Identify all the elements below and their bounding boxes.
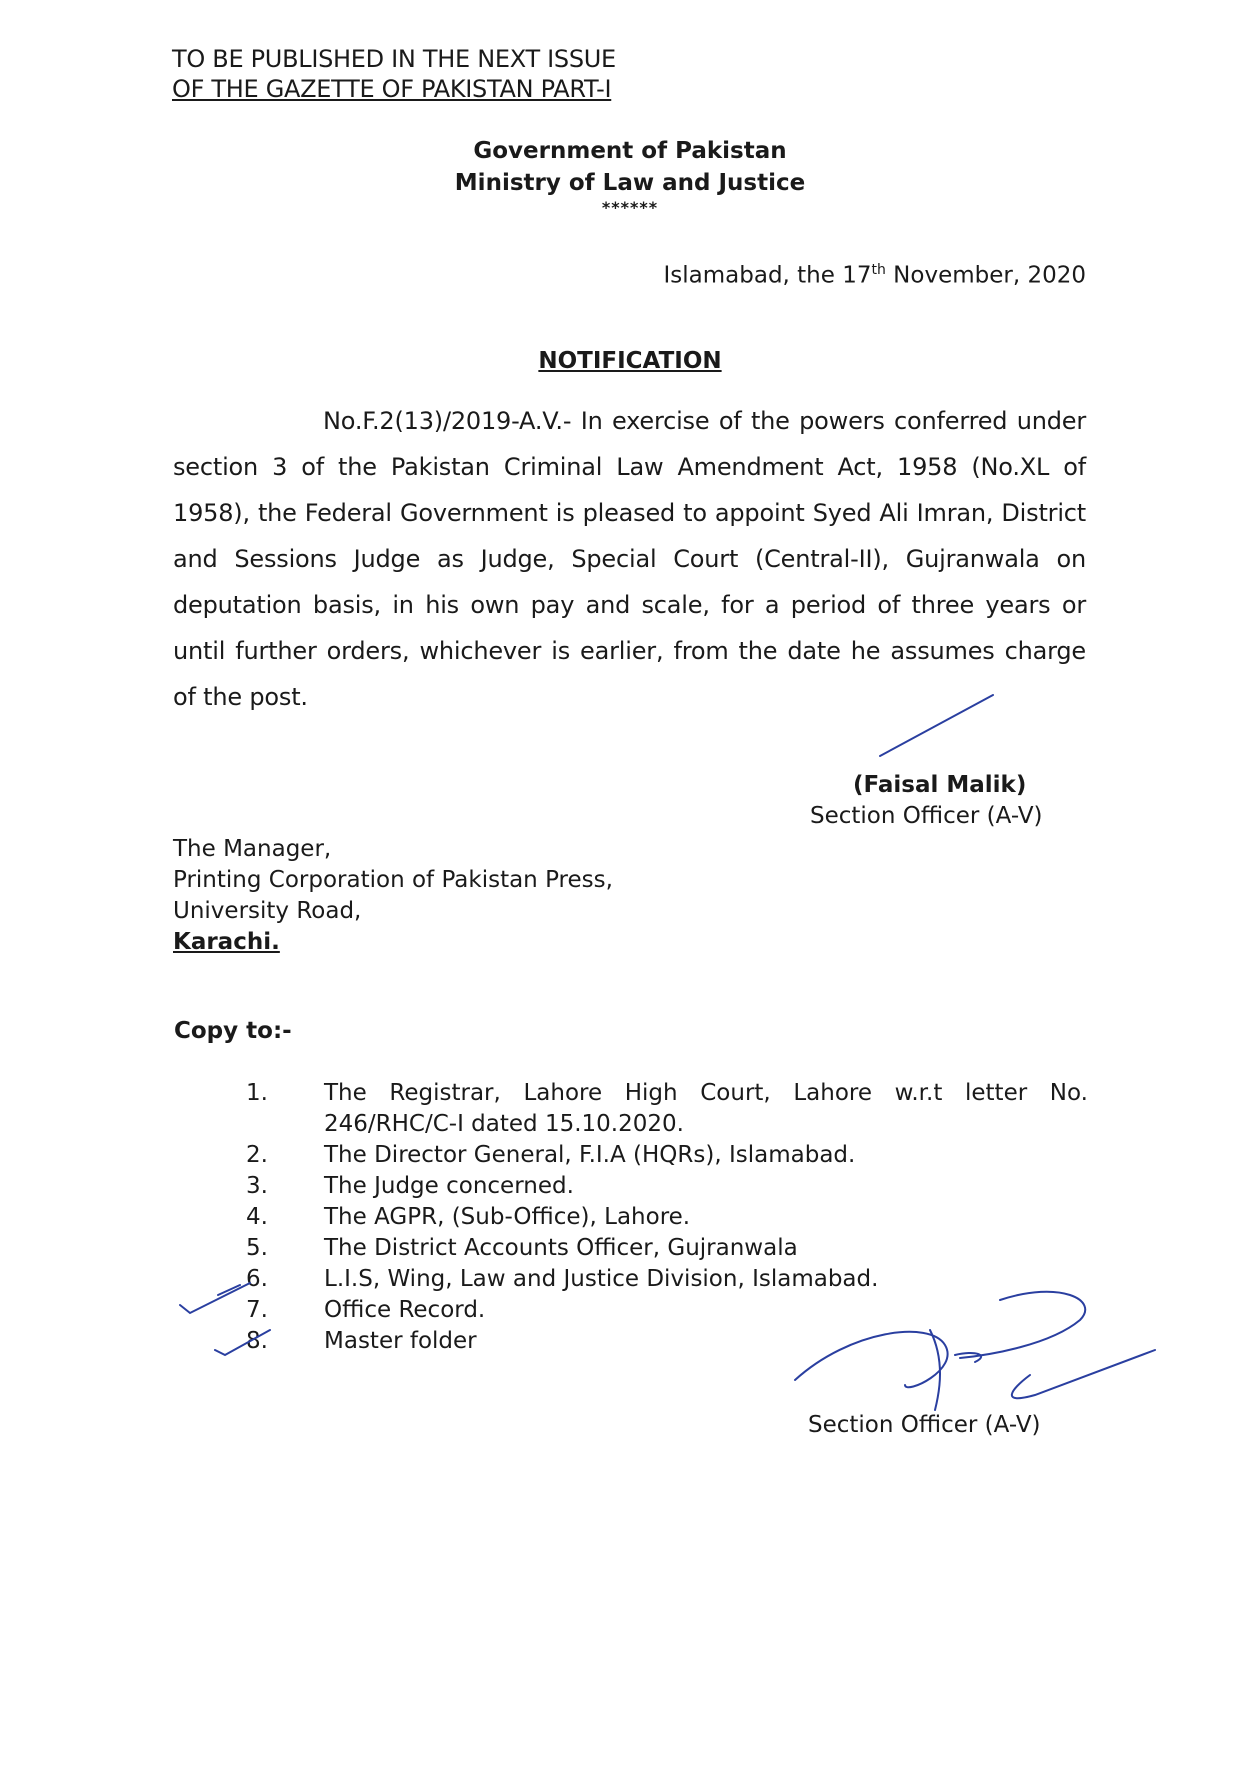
date-rest: November, 2020 bbox=[885, 262, 1086, 289]
second-signatory-designation: Section Officer (A-V) bbox=[808, 1412, 1041, 1438]
list-item-number: 7. bbox=[246, 1297, 268, 1323]
list-item-number: 5. bbox=[246, 1235, 268, 1261]
list-item-number: 1. bbox=[246, 1080, 268, 1106]
gazette-line-2: OF THE GAZETTE OF PAKISTAN PART-I bbox=[172, 75, 612, 103]
notification-body: No.F.2(13)/2019-A.V.- In exercise of the powers conferred under section 3 of the Pakistan Criminal Law Amendment Act, 1958 (No.XL of 1958), the Federal Government is pleased to appoint Syed Ali Imran, District and Sessions Judge as Judge, Special Court (Central-II), Gujranwala on deputation basis, in his own pay and scale, for a period of three years or until further orders, whichever is earlier, from the date he assumes charge of the post. bbox=[173, 407, 1086, 711]
list-item-text-continued: 246/RHC/C-I dated 15.10.2020. bbox=[324, 1111, 684, 1137]
list-item-number: 4. bbox=[246, 1204, 268, 1230]
list-item-text: Master folder bbox=[324, 1328, 477, 1354]
date-suffix: th bbox=[871, 262, 886, 278]
heading-stars: ****** bbox=[601, 198, 659, 217]
list-item-number: 8. bbox=[246, 1328, 268, 1354]
ministry-heading: Ministry of Law and Justice bbox=[454, 170, 806, 196]
address-line-1: The Manager, bbox=[173, 836, 332, 862]
list-item-number: 2. bbox=[246, 1142, 268, 1168]
government-heading: Government of Pakistan bbox=[473, 138, 787, 164]
address-city: Karachi. bbox=[173, 929, 280, 955]
list-item-text: L.I.S, Wing, Law and Justice Division, Islamabad. bbox=[324, 1266, 879, 1292]
signatory-designation: Section Officer (A-V) bbox=[810, 803, 1043, 829]
signature-mark-top bbox=[880, 695, 993, 756]
list-item-text: The AGPR, (Sub-Office), Lahore. bbox=[324, 1204, 691, 1230]
list-item-text: The Registrar, Lahore High Court, Lahore w.r.t letter No. bbox=[324, 1080, 1088, 1106]
signature-scribble-bottom bbox=[795, 1292, 1155, 1410]
signatory-name: (Faisal Malik) bbox=[853, 772, 1027, 798]
copy-to-label: Copy to:- bbox=[174, 1018, 292, 1044]
list-item-text: The Judge concerned. bbox=[324, 1173, 574, 1199]
date-prefix: Islamabad, the 17 bbox=[663, 262, 872, 289]
notification-title: NOTIFICATION bbox=[538, 348, 722, 374]
address-line-3: University Road, bbox=[173, 898, 362, 924]
tick-marks bbox=[180, 1283, 270, 1355]
list-item-text: The Director General, F.I.A (HQRs), Islamabad. bbox=[324, 1142, 856, 1168]
gazette-line-1: TO BE PUBLISHED IN THE NEXT ISSUE bbox=[172, 45, 616, 73]
list-item-text: Office Record. bbox=[324, 1297, 486, 1323]
list-item-number: 6. bbox=[246, 1266, 268, 1292]
list-item-text: The District Accounts Officer, Gujranwala bbox=[324, 1235, 798, 1261]
address-line-2: Printing Corporation of Pakistan Press, bbox=[173, 867, 613, 893]
list-item-number: 3. bbox=[246, 1173, 268, 1199]
